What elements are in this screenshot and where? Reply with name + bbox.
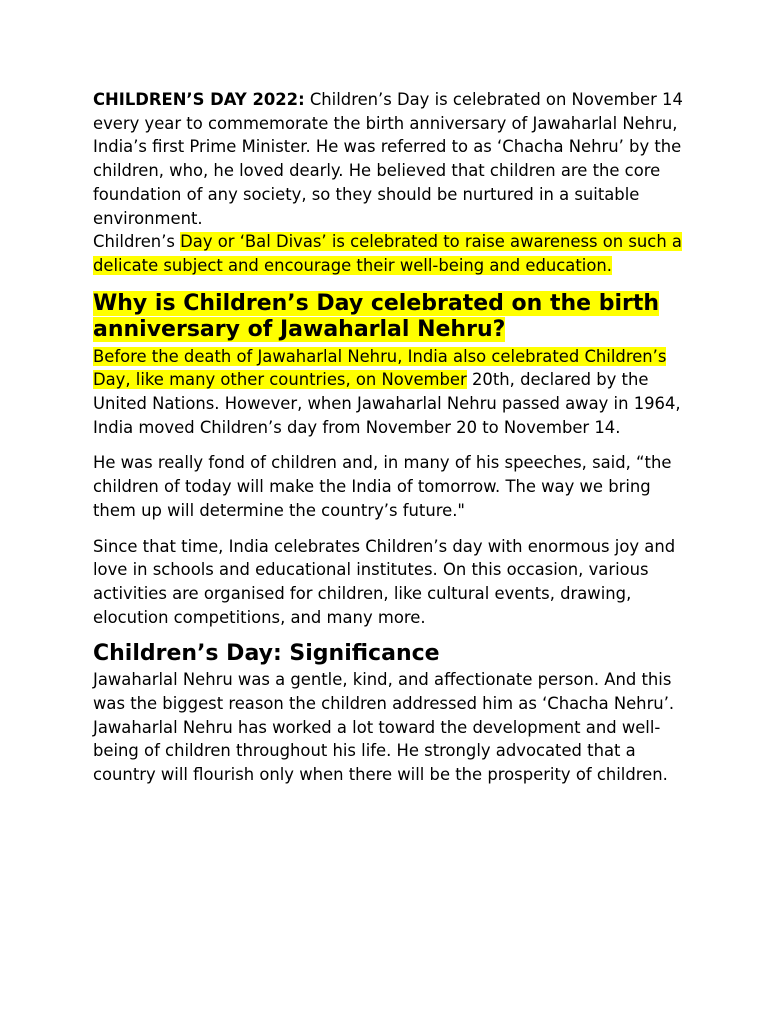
intro-text: Children’s Day is celebrated on November 14 every year to commemorate the birth anniversary of Jawaharlal Nehru, India’s first Prime Minister. He was referred to as ‘Chacha Nehru’ by the children, who, he loved dearly. He believed that children are the core foundation of any society, so they should be nurtured in a suitable environment. xyxy=(93,90,683,228)
bal-divas-paragraph xyxy=(93,230,683,277)
quote-paragraph: He was really fond of children and, in many of his speeches, said, “the children of today will make the India of tomorrow. The way we bring them up will determine the country’s future." xyxy=(93,453,672,520)
why-rest: 20th, declared by the United Nations. However, when Jawaharlal Nehru passed away in 1964, India moved Children’s day from November 20 to November 14. xyxy=(93,370,681,437)
celebration-paragraph: Since that time, India celebrates Children’s day with enormous joy and love in schools and educational institutes. On this occasion, various activities are organised for children, like cultural events, drawing, elocution competitions, and many more. xyxy=(93,536,676,627)
why-highlight: Before the death of Jawaharlal Nehru, India also celebrated Children’s Day, like many other countries, on November xyxy=(93,346,667,390)
heading-significance: Children’s Day: Significance xyxy=(93,641,440,667)
document-body xyxy=(93,88,683,787)
intro-paragraph xyxy=(93,88,683,230)
heading-why-nehru xyxy=(93,291,683,343)
intro-lead: CHILDREN’S DAY 2022: xyxy=(93,90,305,109)
bal-divas-prefix: Children’s xyxy=(93,232,181,252)
bal-divas-highlight: Day or ‘Bal Divas’ is celebrated to raise awareness on such a delicate subject and encourage their well-being and education. xyxy=(93,232,682,275)
significance-paragraph: Jawaharlal Nehru was a gentle, kind, and affectionate person. And this was the biggest reason the children addressed him as ‘Chacha Nehru’. Jawaharlal Nehru has worked a lot toward the development and well-being of children throughout his life. He strongly advocated that a country will flourish only when there will be the prosperity of children. xyxy=(93,670,675,785)
why-paragraph xyxy=(93,345,683,440)
heading-why-nehru-text: Why is Children’s Day celebrated on the birth anniversary of Jawaharlal Nehru? xyxy=(93,290,660,342)
